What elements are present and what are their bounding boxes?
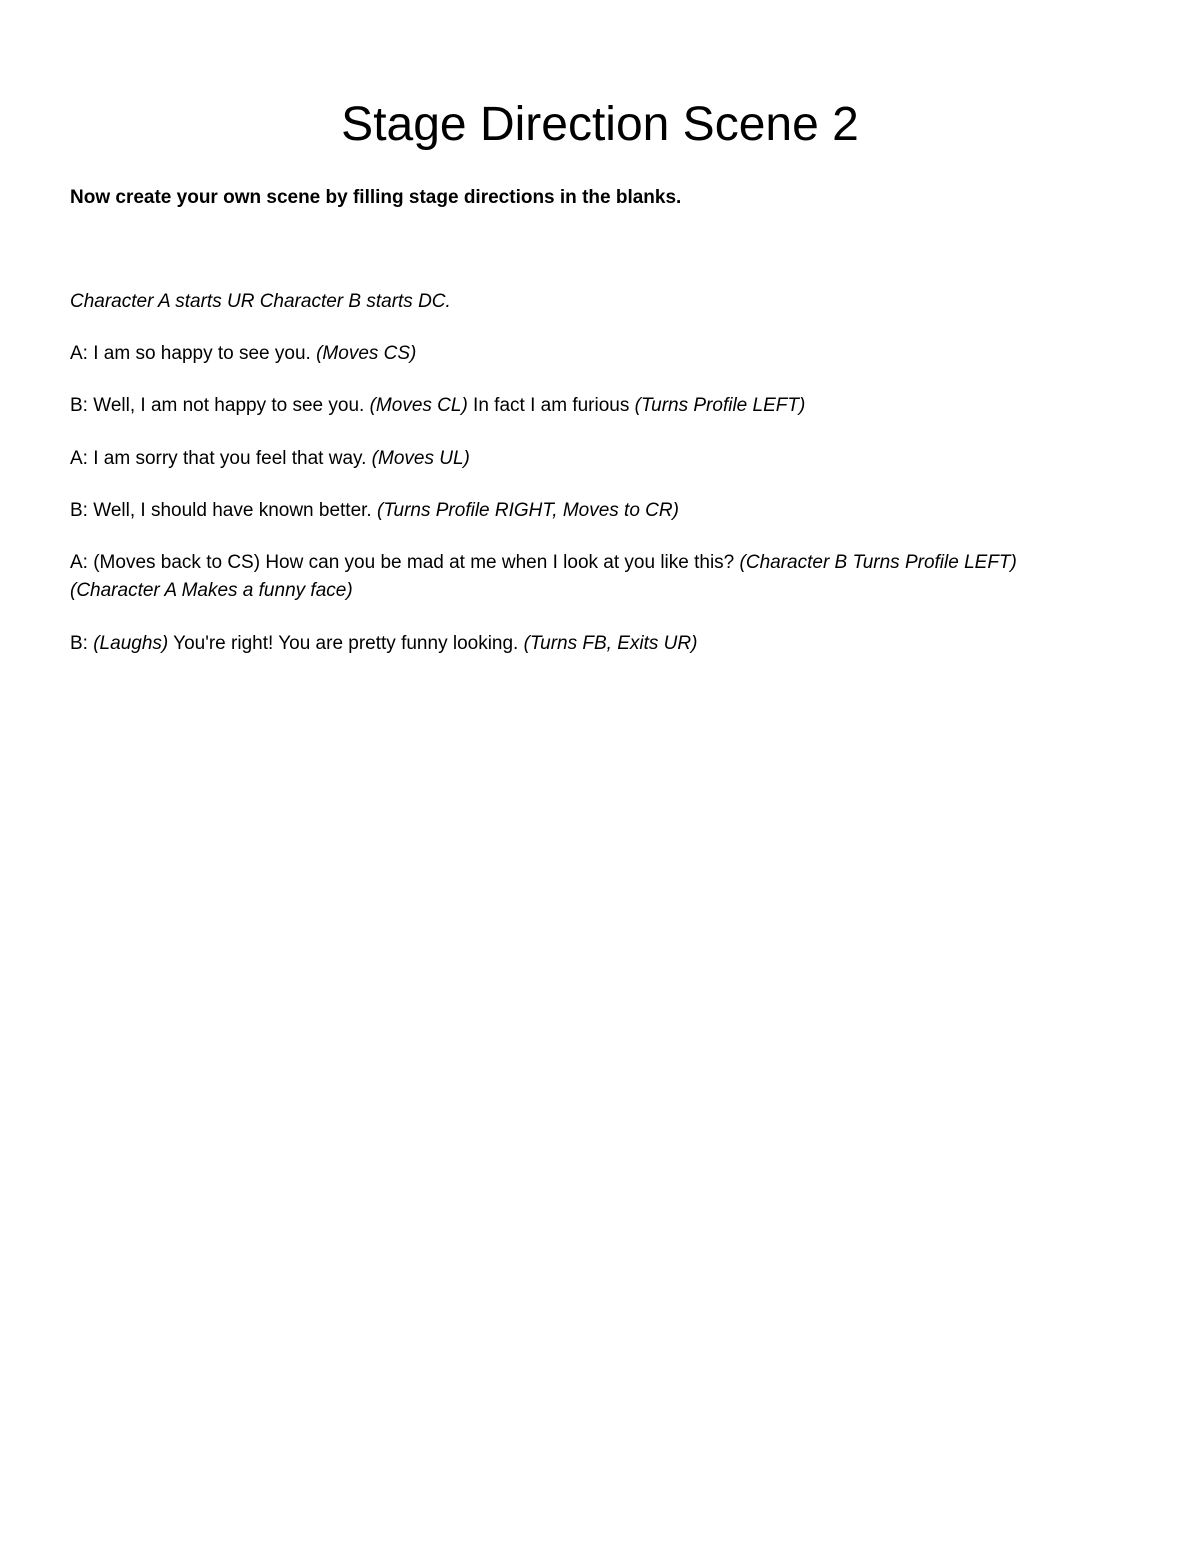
- script-line-4: [70, 497, 1110, 525]
- speaker: A:: [70, 552, 88, 573]
- instruction-text: Now create your own scene by filling stage directions in the blanks.: [70, 187, 682, 208]
- stage-direction: (Laughs): [93, 633, 169, 654]
- setup-direction: Character A starts UR Character B starts DC.: [70, 291, 451, 312]
- stage-direction: (Character B Turns Profile LEFT) (Character A Makes a funny face): [70, 552, 1017, 601]
- scene-setup: [70, 288, 1110, 316]
- script-line-1: [70, 340, 1110, 368]
- dialogue: Well, I am not happy to see you.: [87, 395, 370, 416]
- dialogue: You're right! You are pretty funny looking.: [168, 633, 524, 654]
- script-line-3: [70, 445, 1110, 473]
- dialogue: Well, I should have known better.: [87, 500, 377, 521]
- script-line-2: [70, 392, 1110, 420]
- speaker: B:: [70, 395, 88, 416]
- speaker: A:: [70, 343, 88, 364]
- script-line-6: [70, 630, 1110, 658]
- stage-direction: (Turns FB, Exits UR): [523, 633, 698, 654]
- dialogue: In fact I am furious: [467, 395, 635, 416]
- stage-direction: (Moves UL): [371, 448, 470, 469]
- dialogue: I am so happy to see you.: [87, 343, 317, 364]
- speaker: A:: [70, 448, 88, 469]
- speaker: B:: [70, 633, 88, 654]
- stage-direction: (Turns Profile LEFT): [634, 395, 806, 416]
- page-title: Stage Direction Scene 2: [341, 98, 859, 151]
- speaker: B:: [70, 500, 88, 521]
- dialogue: I am sorry that you feel that way.: [87, 448, 372, 469]
- stage-direction: (Moves CL): [369, 395, 468, 416]
- script-line-5: [70, 549, 1110, 605]
- dialogue: (Moves back to CS) How can you be mad at me when I look at you like this?: [87, 552, 740, 573]
- stage-direction: (Moves CS): [316, 343, 417, 364]
- stage-direction: (Turns Profile RIGHT, Moves to CR): [377, 500, 679, 521]
